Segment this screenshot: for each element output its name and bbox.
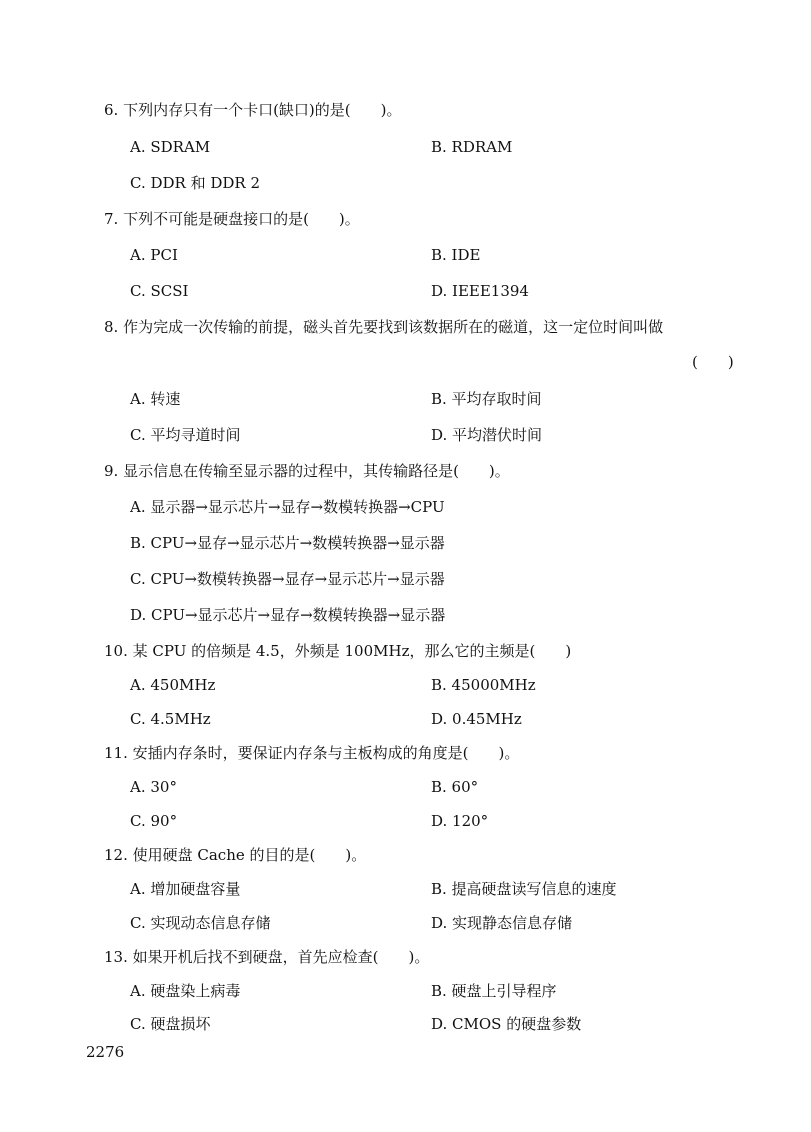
q11-option-c: C. 90° [130,812,178,830]
q13-option-d: D. CMOS 的硬盘参数 [431,1015,582,1033]
question-12-stem: 12. 使用硬盘 Cache 的目的是( )。 [104,846,367,864]
question-7-stem: 7. 下列不可能是硬盘接口的是( )。 [104,210,360,228]
q13-option-a: A. 硬盘染上病毒 [130,982,241,1000]
q7-option-b: B. IDE [431,246,481,264]
q8-option-b: B. 平均存取时间 [431,390,542,408]
question-8-stem: 8. 作为完成一次传输的前提，磁头首先要找到该数据所在的磁道，这一定位时间叫做 [104,318,664,336]
q12-option-b: B. 提高硬盘读写信息的速度 [431,880,617,898]
question-10-stem: 10. 某 CPU 的倍频是 4.5，外频是 100MHz，那么它的主频是( ) [104,642,572,660]
q7-option-c: C. SCSI [130,282,189,300]
q12-option-a: A. 增加硬盘容量 [130,880,241,898]
q7-option-a: A. PCI [130,246,178,264]
q10-option-a: A. 450MHz [130,676,216,694]
q6-option-a: A. SDRAM [130,138,211,156]
q8-option-c: C. 平均寻道时间 [130,426,241,444]
question-13-stem: 13. 如果开机后找不到硬盘，首先应检查( )。 [104,948,430,966]
q8-option-a: A. 转速 [130,390,181,408]
q9-option-a: A. 显示器→显示芯片→显存→数模转换器→CPU [130,498,445,516]
q13-option-c: C. 硬盘损坏 [130,1015,211,1033]
q12-option-d: D. 实现静态信息存储 [431,914,573,932]
q9-option-b: B. CPU→显存→显示芯片→数模转换器→显示器 [130,534,445,552]
q9-option-d: D. CPU→显示芯片→显存→数模转换器→显示器 [130,606,446,624]
q6-option-b: B. RDRAM [431,138,513,156]
q6-option-c: C. DDR 和 DDR 2 [130,174,261,192]
q11-option-d: D. 120° [431,812,489,830]
q7-option-d: D. IEEE1394 [431,282,529,300]
q11-option-a: A. 30° [130,778,177,796]
q12-option-c: C. 实现动态信息存储 [130,914,271,932]
q11-option-b: B. 60° [431,778,479,796]
q8-option-d: D. 平均潜伏时间 [431,426,543,444]
question-11-stem: 11. 安插内存条时，要保证内存条与主板构成的角度是( )。 [104,744,520,762]
q13-option-b: B. 硬盘上引导程序 [431,982,557,1000]
q10-option-c: C. 4.5MHz [130,710,211,728]
q8-answer-paren: ( ) [692,353,734,371]
page-number: 2276 [86,1043,125,1061]
question-6-stem: 6. 下列内存只有一个卡口(缺口)的是( )。 [104,101,402,119]
q9-option-c: C. CPU→数模转换器→显存→显示芯片→显示器 [130,570,445,588]
q10-option-b: B. 45000MHz [431,676,536,694]
q10-option-d: D. 0.45MHz [431,710,522,728]
question-9-stem: 9. 显示信息在传输至显示器的过程中，其传输路径是( )。 [104,462,510,480]
